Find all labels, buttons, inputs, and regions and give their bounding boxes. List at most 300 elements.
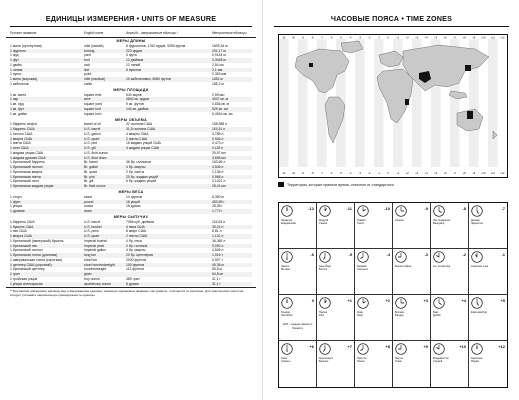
units-page: [6, 14, 256, 388]
timezone-city: Сантьяго: [357, 268, 369, 272]
timezone-offset: +9: [423, 344, 428, 349]
unit-russian-name: 1 кв. дюйм: [10, 111, 27, 116]
zone-stripe: [279, 39, 289, 167]
map-scale-label-top: -4: [349, 36, 352, 40]
unit-metric-value: 64,8 мг: [212, 272, 224, 277]
timezone-cities: [319, 311, 353, 317]
unit-english-name: long ton: [84, 253, 97, 258]
timezone-cities: [281, 265, 315, 271]
unit-russian-name: 1 жидкая драхма США: [10, 155, 46, 160]
unit-russian-name: 1 гран: [10, 272, 20, 277]
timezone-city: Лиссабон: [281, 314, 293, 318]
timezone-offset: -6: [310, 252, 314, 257]
timezone-cities: [319, 357, 353, 363]
unit-metric-value: 158,988 л: [212, 122, 228, 127]
timezone-city: Чикаго: [281, 265, 290, 268]
map-scale-label-top: +5: [434, 36, 438, 40]
timezone-city: Киев: [357, 311, 363, 314]
map-scale-label-top: +9: [472, 36, 476, 40]
unit-english-name: mile (statute): [84, 43, 104, 48]
unit-equivalent: 100 фунтов: [126, 262, 145, 267]
timezone-cell: [317, 203, 355, 249]
timezone-cities: [319, 265, 353, 271]
timezone-cell: [393, 341, 431, 387]
unit-english-name: Br. quart: [84, 169, 97, 174]
header-russian-name: Русское название: [10, 31, 37, 35]
timezone-cities: [395, 265, 429, 268]
unit-equivalent: 4 пека США: [126, 224, 145, 229]
unit-metric-value: 6,350 кг: [212, 194, 225, 199]
unit-english-name: Imperial peck: [84, 243, 105, 248]
unit-english-name: hundredweight: [84, 267, 107, 272]
timezone-offset: -3: [424, 252, 428, 257]
unit-metric-value: 31,1 г: [212, 281, 221, 286]
unit-metric-value: 115,63 л: [212, 219, 226, 224]
timezone-cell: [393, 203, 431, 249]
timezone-city: Буэнос-Айрес: [395, 265, 412, 268]
nonstandard-zone-africa: [405, 99, 409, 105]
unit-equivalent: 20 бр. центнеров: [126, 253, 153, 258]
unit-english-name: U.S. gill: [84, 146, 96, 151]
unit-metric-value: 0,946 л: [212, 136, 224, 141]
timezones-page: [270, 14, 513, 388]
timezone-cell: [469, 341, 507, 387]
unit-metric-value: 2,1 мм: [212, 67, 223, 72]
unit-metric-value: 0,1421 л: [212, 179, 226, 184]
map-scale-label-bottom: -8: [311, 172, 314, 175]
timezone-cities: [395, 311, 429, 317]
timezone-cell: [355, 295, 393, 341]
unit-metric-value: 0,473 л: [212, 141, 224, 146]
unit-english-name: Br. barrel: [84, 160, 98, 165]
unit-equivalent: 8 кварт США: [126, 229, 147, 234]
legend-swatch: [278, 182, 284, 187]
map-scale-label-top: -6: [330, 36, 333, 40]
timezone-city: Кваджалейн: [281, 222, 296, 226]
timezone-city: Денвер: [471, 219, 480, 222]
timezone-city: Каир: [357, 314, 363, 318]
timezone-cities: [357, 311, 391, 317]
timezone-city: Богота: [319, 268, 328, 272]
timezone-offset: 0: [311, 298, 314, 303]
unit-equivalent: 16 драхм: [126, 204, 141, 209]
timezone-cities: [471, 357, 505, 363]
timezone-city: Каракас: [357, 265, 367, 268]
unit-english-name: short hundredweight: [84, 262, 115, 267]
timezone-cell: [279, 203, 317, 249]
timezone-cities: [357, 219, 391, 225]
clock-icon: [433, 251, 445, 263]
unit-equivalent: 12 линий: [126, 62, 141, 67]
unit-russian-name: 1 унция: [10, 204, 23, 209]
unit-russian-name: 1 британская тонна (длинная): [10, 253, 58, 258]
unit-equivalent: 2 пинты США: [126, 136, 148, 141]
timezone-offset: +10: [459, 344, 466, 349]
map-scale-label-bottom: -1: [377, 172, 380, 175]
nonstandard-zone-australia: [467, 111, 473, 119]
unit-russian-name: 1 миля (сухопутная): [10, 43, 42, 48]
unit-russian-name: 1 кабельтов: [10, 81, 29, 86]
map-scale-label-top: +10: [481, 36, 486, 40]
unit-russian-name: 1 баррель США: [10, 219, 35, 224]
timezone-cell: [431, 295, 469, 341]
unit-russian-name: 1 кварта США: [10, 234, 32, 239]
unit-equivalent: 144 кв. дюйма: [126, 106, 149, 111]
unit-equivalent: 16 унций: [126, 199, 141, 204]
units-section: [10, 122, 252, 189]
unit-russian-name: 1 британская пинта: [10, 174, 41, 179]
units-table-row: [10, 282, 252, 287]
unit-equivalent: [126, 112, 212, 117]
unit-metric-value: 1,136 л: [212, 169, 224, 174]
unit-metric-value: 3,785 л: [212, 131, 224, 136]
unit-english-name: point: [84, 72, 92, 77]
unit-equivalent: 10 кабельтовых, 6080 футов: [126, 77, 171, 82]
timezone-city: Париж: [319, 311, 327, 314]
timezone-cell: [355, 249, 393, 295]
unit-english-name: acre: [84, 97, 91, 102]
units-section-title: МЕРЫ ДЛИНЫ: [116, 39, 146, 44]
unit-equivalent: 4 бр. пека: [126, 238, 142, 243]
unit-russian-name: 1 британский галлон: [10, 165, 43, 170]
clock-icon: [281, 205, 293, 217]
timezone-offset: -7: [501, 206, 505, 211]
map-scale-label-top: -9: [301, 36, 304, 40]
clock-icon: [433, 205, 445, 217]
timezone-city: Лос-Анджелес: [433, 219, 451, 222]
unit-russian-name: 1 фурлонг: [10, 48, 27, 53]
unit-russian-name: 1 британский (имперский) бушель: [10, 238, 64, 243]
unit-english-name: U.S. peck: [84, 229, 99, 234]
unit-russian-name: 1 кв. ярд: [10, 102, 24, 107]
unit-equivalent: 42 галлона США: [126, 122, 153, 127]
timezone-offset: -10: [384, 206, 390, 211]
map-scale-label-bottom: +9: [472, 172, 476, 175]
timezone-city: Мехико: [281, 268, 290, 272]
timezone-offset: +1: [347, 298, 352, 303]
clock-icon: [319, 343, 331, 355]
unit-english-name: Imperial bushel: [84, 238, 107, 243]
timezone-offset: +6: [309, 344, 314, 349]
book-spine: [262, 0, 263, 400]
timezone-city: Владивосток: [433, 357, 449, 360]
units-footnote: ** Британские (имперские) единицы мер и американские единицы, имеющие одинаковые названия, как правило, отличаются по величине. Для практических расчетов следует учитывать национальную принадлежность единицы.: [6, 287, 256, 298]
clock-icon: [281, 297, 293, 309]
unit-metric-value: 29,57 мл: [212, 150, 226, 155]
clock-icon: [281, 251, 293, 263]
map-scale-label-bottom: -11: [281, 172, 286, 175]
unit-russian-name: 1 баррель нефти: [10, 122, 37, 127]
timezone-cities: [357, 357, 391, 363]
units-table-row: [10, 82, 252, 87]
unit-english-name: square inch: [84, 111, 102, 116]
units-table-row: [10, 184, 252, 189]
timezone-city: Таити: [357, 222, 364, 226]
unit-equivalent: 6 пунктов: [126, 67, 141, 72]
timezone-offset: -4: [386, 252, 390, 257]
unit-metric-value: 185,2 м: [212, 81, 224, 86]
units-table-header: [6, 27, 256, 38]
timezone-city: Нью-Йорк: [319, 265, 331, 268]
unit-english-name: stone: [84, 194, 93, 199]
map-scale-label-bottom: +11: [490, 172, 495, 175]
clock-icon: [395, 205, 407, 217]
timezone-offset: -12: [308, 206, 314, 211]
unit-russian-name: 1 жидкая унция США: [10, 150, 44, 155]
timezone-cities: [471, 311, 505, 314]
timezone-city: Екатеринбург: [471, 311, 488, 314]
map-scale-label-bottom: +12: [500, 172, 505, 175]
unit-equivalent: 4 жидких унции США: [126, 146, 160, 151]
clock-icon: [471, 343, 483, 355]
timezone-cell: [355, 203, 393, 249]
map-scale-label-bottom: -4: [349, 172, 352, 175]
unit-metric-value: 45,36 кг: [212, 262, 225, 267]
timezone-cities: [281, 311, 315, 317]
timezone-city: Красноярск: [319, 357, 333, 360]
unit-russian-name: 1 кварта США: [10, 136, 32, 141]
clock-icon: [357, 251, 369, 263]
timezone-cell: [355, 341, 393, 387]
clock-icon: [319, 297, 331, 309]
unit-metric-value: 453,59 г: [212, 199, 225, 204]
timezone-city: Ср. Атлантика: [433, 265, 451, 268]
unit-metric-value: 36,369 л: [212, 238, 226, 243]
map-scale-label-bottom: -5: [339, 172, 342, 175]
timezone-city: Самоа: [319, 222, 328, 226]
unit-russian-name: 1 гилл США: [10, 146, 29, 151]
map-scale-label-bottom: +5: [434, 172, 438, 175]
unit-english-name: Br. fluid ounce: [84, 184, 106, 189]
map-scale-label-bottom: -10: [291, 172, 296, 175]
timezone-city: Лондон: [281, 311, 290, 314]
unit-english-name: cable: [84, 81, 93, 86]
unit-metric-value: 8,81 л: [212, 229, 222, 234]
unit-metric-value: 0,836 кв. м: [212, 102, 229, 107]
timezone-cell: [469, 203, 507, 249]
clock-icon: [433, 297, 445, 309]
timezone-city: Сидней: [433, 360, 443, 364]
unit-metric-value: 35,24 л: [212, 224, 224, 229]
unit-equivalent: [126, 184, 212, 189]
map-scale-label-bottom: +10: [481, 172, 486, 175]
unit-russian-name: 1 кв. миля: [10, 92, 27, 97]
unit-metric-value: 929 кв. см: [212, 106, 228, 111]
timezone-cell: [279, 341, 317, 387]
map-scale-label-top: +4: [424, 36, 428, 40]
unit-english-name: U.S. fluid dram: [84, 155, 107, 160]
map-scale-label-top: -10: [291, 36, 296, 40]
timezone-city: Фиджи: [471, 360, 480, 364]
timezone-city: Москва: [395, 311, 404, 314]
unit-equivalent: 2000 фунтов: [126, 257, 147, 262]
unit-english-name: mile (nautical): [84, 77, 106, 82]
world-map-graphic: [279, 35, 507, 177]
units-section-title: МЕРЫ ОБЪЕМА: [115, 117, 147, 122]
map-scale-label-bottom: -9: [301, 172, 304, 175]
unit-metric-value: 0,907 т: [212, 257, 223, 262]
unit-russian-name: 1 ярд: [10, 53, 19, 58]
timezone-cities: [433, 357, 467, 363]
unit-equivalent: 20 бр. жидких унций: [126, 174, 158, 179]
legend-text: Территории, которые приняли время, отличное от стандартного: [287, 182, 394, 187]
map-scale-label-bottom: +6: [443, 172, 447, 175]
units-section: [10, 93, 252, 117]
unit-english-name: troy ounce: [84, 276, 100, 281]
clock-icon: [319, 205, 331, 217]
map-scale-label-top: +12: [500, 36, 505, 40]
unit-equivalent: 36 бр. галлонов: [126, 160, 151, 165]
unit-metric-value: 50,8 кг: [212, 267, 223, 272]
map-scale-label-top: -11: [281, 36, 286, 40]
timezone-cell: [469, 249, 507, 295]
unit-russian-name: 1 баррель США: [10, 127, 35, 132]
unit-equivalent: 4 бр. кварты: [126, 248, 146, 253]
map-scale-label-top: +7: [453, 36, 457, 40]
unit-russian-name: 1 дюйм: [10, 62, 22, 67]
unit-equivalent: 14 фунтов: [126, 194, 143, 199]
unit-metric-value: 1,772 г: [212, 209, 223, 214]
timezone-cities: [357, 265, 391, 271]
timezone-offset: +12: [498, 344, 505, 349]
clock-icon: [433, 343, 445, 355]
unit-metric-value: 1,101 л: [212, 234, 224, 239]
timezone-offset: +2: [385, 298, 390, 303]
timezone-city: Гавайи: [357, 219, 366, 222]
clock-icon: [357, 205, 369, 217]
timezone-offset: -8: [462, 206, 466, 211]
unit-english-name: furlong: [84, 48, 95, 53]
unit-english-name: short ton: [84, 257, 98, 262]
timezones-page-title: ЧАСОВЫЕ ПОЯСА • TIME ZONES: [274, 14, 509, 27]
unit-english-name: U.S. barrel: [84, 127, 101, 132]
units-section: [10, 220, 252, 287]
unit-metric-value: 1609,34 м: [212, 43, 228, 48]
unit-russian-name: 1 британская жидкая унция: [10, 184, 54, 189]
timezone-cities: [281, 219, 315, 225]
unit-metric-value: 201,17 м: [212, 48, 226, 53]
map-scale-label-top: +8: [462, 36, 466, 40]
unit-equivalent: 220 ярдов: [126, 48, 142, 53]
map-scale-label-bottom: +2: [405, 172, 409, 175]
timezone-offset: +8: [385, 344, 390, 349]
map-scale-label-bottom: -6: [330, 172, 333, 175]
map-scale-label-top: -3: [358, 36, 361, 40]
unit-russian-name: 1 кв. фут: [10, 106, 24, 111]
unit-metric-value: 9,092 л: [212, 243, 224, 248]
unit-equivalent: 4 бр. кварты: [126, 165, 146, 170]
units-section: [10, 44, 252, 87]
unit-russian-name: 1 акр: [10, 97, 19, 102]
units-section-title: МЕРЫ ПЛОЩАДИ: [113, 88, 149, 93]
timezone-city: Алматы: [281, 360, 291, 364]
unit-equivalent: 480 гран: [126, 276, 140, 281]
timezone-cities: [471, 219, 505, 225]
timezone-cities: [319, 219, 353, 225]
unit-equivalent: 31,5 галлона США: [126, 127, 155, 132]
map-scale-label-top: -8: [311, 36, 314, 40]
map-scale-label-bottom: +3: [415, 172, 419, 175]
unit-metric-value: 31,1 г: [212, 276, 221, 281]
unit-equivalent: [126, 82, 212, 87]
timezone-city: Бангкок: [319, 360, 329, 364]
map-scale-label-top: -2: [368, 36, 371, 40]
unit-russian-name: 1 центнер США (короткий): [10, 262, 52, 267]
header-english-name: English name: [84, 31, 104, 35]
timezone-cities: [471, 265, 505, 268]
timezone-cell: [279, 295, 317, 341]
timezone-city: Токио: [395, 360, 402, 364]
unit-metric-value: 4047 кв. м: [212, 97, 228, 102]
timezone-cell: [317, 249, 355, 295]
unit-russian-name: 1 миля (морская): [10, 77, 38, 82]
timezone-city: Аляска: [395, 219, 404, 222]
map-scale-label-bottom: +8: [462, 172, 466, 175]
unit-metric-value: 4,546 л: [212, 165, 224, 170]
timezone-city: Мидуэй: [319, 219, 329, 222]
unit-english-name: dram: [84, 209, 92, 214]
zone-stripe: [355, 39, 365, 167]
timezone-city: Рим: [319, 314, 324, 318]
unit-english-name: inch: [84, 62, 91, 67]
timezone-offset: +7: [347, 344, 352, 349]
unit-english-name: barrel of oil: [84, 122, 101, 127]
world-timezone-map: [278, 34, 508, 178]
unit-russian-name: 1 стоун: [10, 194, 22, 199]
map-scale-label-bottom: -2: [368, 172, 371, 175]
unit-metric-value: 0,353 мм: [212, 72, 227, 77]
unit-metric-value: 1852 м: [212, 77, 223, 82]
unit-equivalent: 16 жидких унций США: [126, 141, 161, 146]
timezone-cell: [393, 249, 431, 295]
timezone-city: Багдад: [395, 314, 404, 318]
unit-russian-name: 1 фут: [10, 58, 19, 63]
timezone-cell: [317, 295, 355, 341]
unit-metric-value: 0,568 л: [212, 174, 224, 179]
map-scale-label-bottom: 0: [387, 172, 389, 175]
unit-english-name: square yard: [84, 102, 102, 107]
unit-english-name: Imperial gallon: [84, 248, 107, 253]
map-scale-label-bottom: -7: [320, 172, 323, 175]
unit-equivalent: 8 драхм: [126, 281, 139, 286]
unit-metric-value: 0,3048 м: [212, 58, 226, 63]
unit-metric-value: 119,24 л: [212, 127, 226, 132]
map-scale-label-top: -1: [377, 36, 380, 40]
unit-russian-name: 1 британский баррель: [10, 160, 45, 165]
timezone-offset: -1: [501, 252, 505, 257]
unit-metric-value: 2,59 км²: [212, 92, 225, 97]
timezone-cities: [433, 219, 467, 225]
unit-equivalent: 5 бр. жидких унций: [126, 179, 156, 184]
timezone-offset: +5: [500, 298, 505, 303]
unit-english-name: U.S. quart: [84, 234, 100, 239]
timezone-city: Омск: [281, 357, 288, 360]
timezone-cell: [469, 295, 507, 341]
unit-english-name: apothecary ounce: [84, 281, 111, 286]
unit-english-name: square mile: [84, 92, 102, 97]
unit-equivalent: 7056 куб. дюймов: [126, 219, 154, 224]
timezone-offset: -11: [346, 206, 352, 211]
unit-russian-name: 1 бушель США: [10, 224, 34, 229]
map-scale-label-bottom: +7: [453, 172, 457, 175]
unit-russian-name: 1 британский пек: [10, 243, 37, 248]
unit-equivalent: 4840 кв. ярдов: [126, 97, 149, 102]
units-section: [10, 195, 252, 214]
unit-metric-value: 28,35 г: [212, 204, 223, 209]
unit-equivalent: 3 фута: [126, 53, 137, 58]
units-table-row: [10, 112, 252, 117]
map-scale-label-bottom: -3: [358, 172, 361, 175]
